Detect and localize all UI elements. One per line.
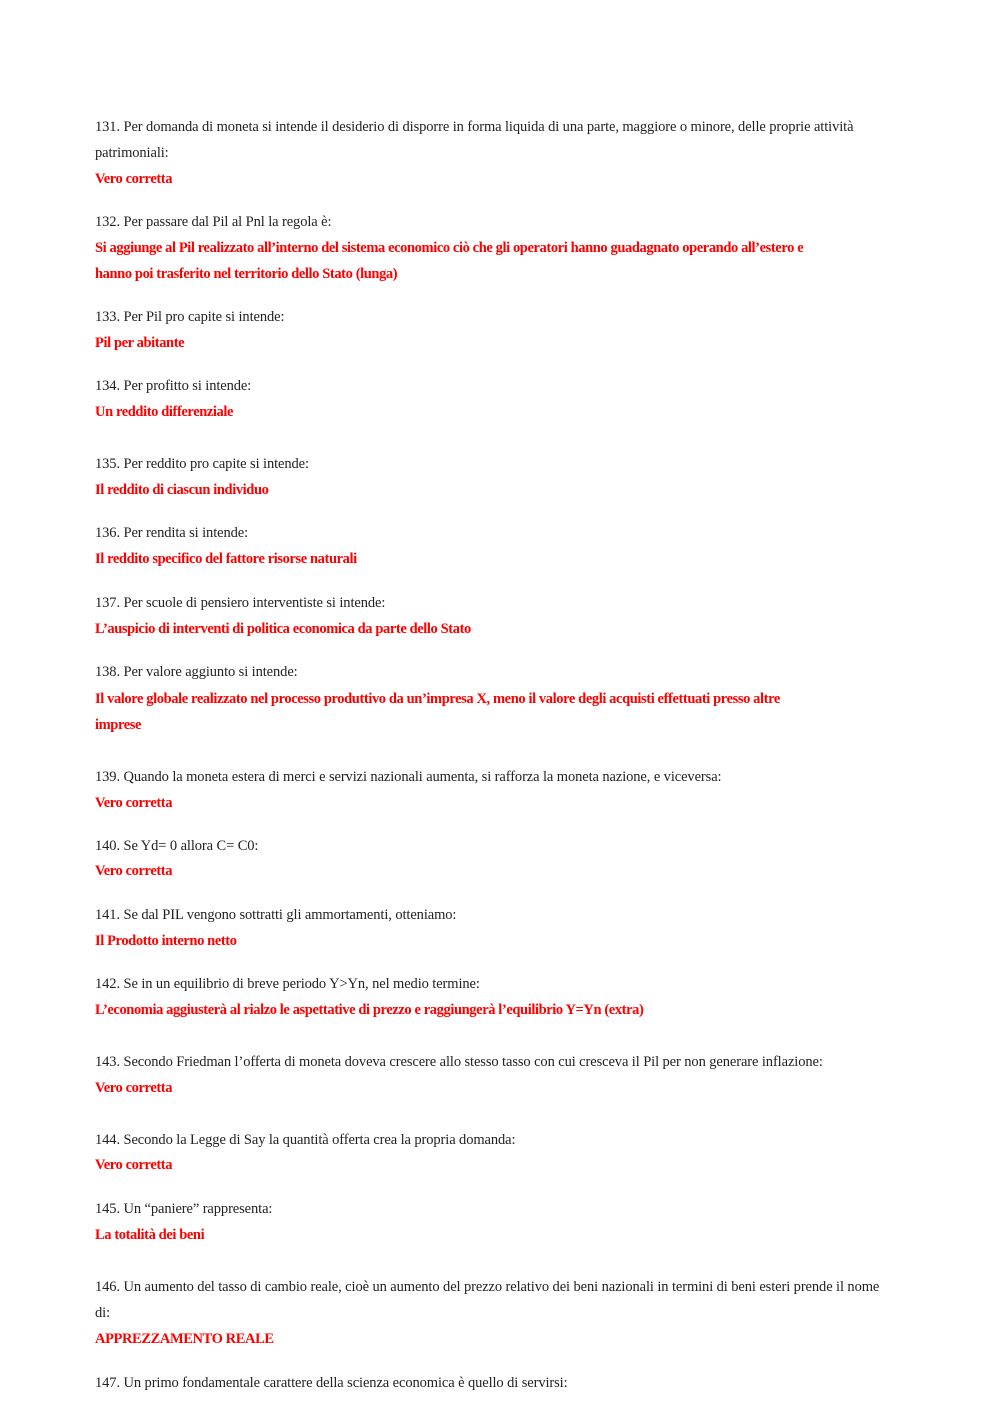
answer-138: Il valore globale realizzato nel processo produttivo da un’impresa X, meno il valore degli acquisti effettuati presso altre imprese [95,691,780,733]
answer-132: Si aggiunge al Pil realizzato all’interno del sistema economico ciò che gli operatori hanno guadagnato operando all’estero e hanno poi trasferito nel territorio dello Stato (lunga) [95,240,804,282]
question-139: 139. Quando la moneta estera di merci e servizi nazionali aumenta, si rafforza la moneta nazione, e viceversa: [95,769,722,785]
answer-144: Vero corretta [95,1157,173,1173]
question-144: 144. Secondo la Legge di Say la quantità offerta crea la propria domanda: [95,1132,516,1148]
question-136: 136. Per rendita si intende: [95,525,249,541]
question-143: 143. Secondo Friedman l’offerta di moneta doveva crescere allo stesso tasso con cui cresceva il Pil per non generare inflazione: [95,1054,823,1070]
answer-139: Vero corretta [95,795,173,811]
question-146: 146. Un aumento del tasso di cambio reale, cioè un aumento del prezzo relativo dei beni nazionali in termini di beni esteri prende il nome di: [95,1279,880,1321]
question-134: 134. Per profitto si intende: [95,378,252,394]
question-135: 135. Per reddito pro capite si intende: [95,456,309,472]
answer-142: L’economia aggiusterà al rialzo le aspettative di prezzo e raggiungerà l’equilibrio Y=Yn (extra) [95,1002,644,1018]
question-142: 142. Se in un equilibrio di breve periodo Y>Yn, nel medio termine: [95,976,480,992]
question-141: 141. Se dal PIL vengono sottratti gli ammortamenti, otteniamo: [95,907,457,923]
answer-135: Il reddito di ciascun individuo [95,482,269,498]
answer-145: La totalità dei beni [95,1227,205,1243]
answer-137: L’auspicio di interventi di politica economica da parte dello Stato [95,621,471,637]
answer-136: Il reddito specifico del fattore risorse naturali [95,551,357,567]
question-132: 132. Per passare dal Pil al Pnl la regola è: [95,214,332,230]
answer-134: Un reddito differenziale [95,404,234,420]
answer-141: Il Prodotto interno netto [95,933,237,949]
answer-133: Pil per abitante [95,335,185,351]
question-133: 133. Per Pil pro capite si intende: [95,309,285,325]
question-137: 137. Per scuole di pensiero interventiste si intende: [95,595,386,611]
question-147: 147. Un primo fondamentale carattere della scienza economica è quello di servirsi: [95,1375,568,1391]
question-145: 145. Un “paniere” rappresenta: [95,1201,273,1217]
answer-146: APPREZZAMENTO REALE [95,1331,274,1347]
question-140: 140. Se Yd= 0 allora C= C0: [95,838,259,854]
answer-131: Vero corretta [95,171,173,187]
question-131: 131. Per domanda di moneta si intende il desiderio di disporre in forma liquida di una parte, maggiore o minore, delle proprie attività patrimoniali: [95,119,854,161]
answer-143: Vero corretta [95,1080,173,1096]
answer-140: Vero corretta [95,863,173,879]
question-138: 138. Per valore aggiunto si intende: [95,664,298,680]
